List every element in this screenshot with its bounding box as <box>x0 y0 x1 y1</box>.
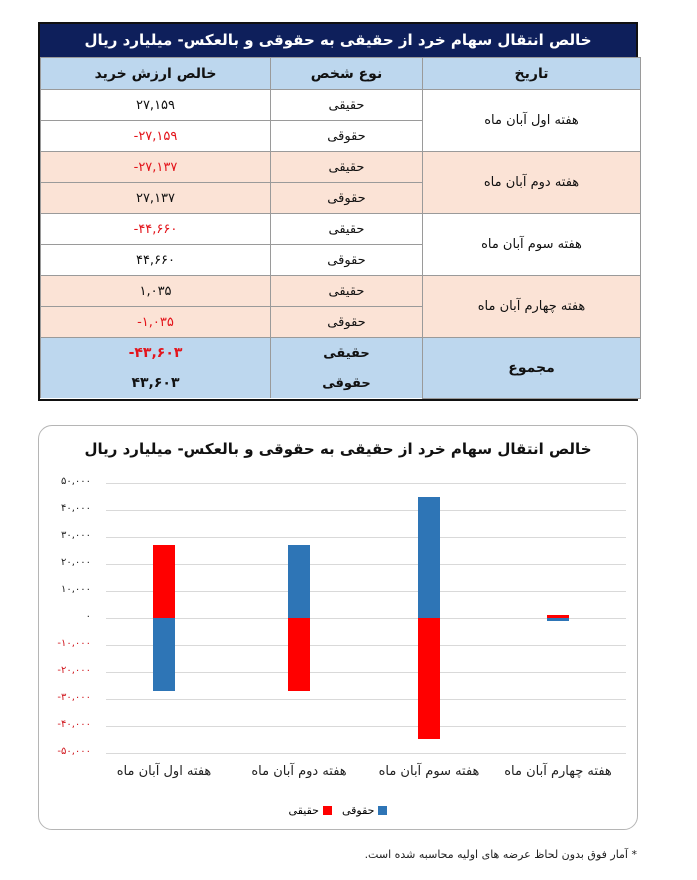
gridline <box>106 645 626 646</box>
y-tick-label: ۰ <box>85 611 91 622</box>
x-tick-label: هفته دوم آبان ماه <box>251 764 347 779</box>
x-tick-label: هفته چهارم آبان ماه <box>504 764 612 779</box>
total-row <box>41 338 641 369</box>
bar <box>153 618 175 691</box>
gridline <box>106 753 626 754</box>
gridline <box>106 672 626 673</box>
date-cell: هفته چهارم آبان ماه <box>423 276 641 338</box>
y-tick-label: -۵۰,۰۰۰ <box>57 746 91 757</box>
gridline <box>106 699 626 700</box>
value-cell: ۱,۰۳۵ <box>41 276 271 307</box>
value-cell: ۴۴,۶۶۰ <box>41 245 271 276</box>
table-row <box>41 214 641 245</box>
x-tick-label: هفته سوم آبان ماه <box>378 764 480 779</box>
type-cell: حقوقی <box>271 183 423 214</box>
net-transfer-table <box>38 22 638 401</box>
footnote: * آمار فوق بدون لحاظ عرضه های اولیه محاسبه شده است. <box>364 848 637 861</box>
chart-container <box>38 425 638 830</box>
bar <box>153 545 175 618</box>
x-tick-label: هفته اول آبان ماه <box>116 764 212 779</box>
gridline <box>106 591 626 592</box>
gridline <box>106 726 626 727</box>
chart-title: خالص انتقال سهام خرد از حقیقی به حقوقی و بالعکس- میلیارد ریال <box>84 440 592 458</box>
bar <box>418 618 440 739</box>
value-cell: -۴۴,۶۶۰ <box>41 214 271 245</box>
date-cell: هفته دوم آبان ماه <box>423 152 641 214</box>
y-tick-label: ۴۰,۰۰۰ <box>60 503 91 514</box>
y-tick-label: ۳۰,۰۰۰ <box>60 530 91 541</box>
bar <box>288 618 310 691</box>
bar <box>547 618 569 621</box>
date-cell: هفته سوم آبان ماه <box>423 214 641 276</box>
type-cell: حقوقی <box>271 245 423 276</box>
value-cell: -۱,۰۳۵ <box>41 307 271 338</box>
legend-swatch-red-icon <box>323 806 332 815</box>
y-tick-label: ۲۰,۰۰۰ <box>60 557 91 568</box>
value-cell: ۲۷,۱۳۷ <box>41 183 271 214</box>
bar <box>418 497 440 618</box>
legend <box>39 804 637 817</box>
y-tick-label: -۱۰,۰۰۰ <box>57 638 91 649</box>
type-cell: حقیقی <box>271 152 423 183</box>
date-cell: هفته اول آبان ماه <box>423 90 641 152</box>
type-cell: حقیقی <box>271 90 423 121</box>
table-title: خالص انتقال سهام خرد از حقیقی به حقوقی و بالعکس- میلیارد ریال <box>40 24 636 57</box>
bar <box>288 545 310 618</box>
table-row <box>41 90 641 121</box>
type-cell: حقیقی <box>271 276 423 307</box>
value-cell: -۲۷,۱۳۷ <box>41 152 271 183</box>
type-cell: حقوقی <box>271 368 423 398</box>
y-tick-label: ۵۰,۰۰۰ <box>60 476 91 487</box>
gridline <box>106 510 626 511</box>
type-cell: حقوقی <box>271 307 423 338</box>
type-cell: حقیقی <box>271 214 423 245</box>
legend-item-haghighi: حقیقی <box>289 804 332 817</box>
header-net-value: خالص ارزش خرید <box>41 58 271 90</box>
y-tick-label: ۱۰,۰۰۰ <box>60 584 91 595</box>
value-cell: -۲۷,۱۵۹ <box>41 121 271 152</box>
total-label: مجموع <box>423 338 641 399</box>
gridline <box>106 564 626 565</box>
legend-swatch-blue-icon <box>378 806 387 815</box>
table-row <box>41 152 641 183</box>
value-cell: ۴۳,۶۰۳ <box>41 368 271 398</box>
y-tick-label: -۳۰,۰۰۰ <box>57 692 91 703</box>
gridline <box>106 483 626 484</box>
value-cell: ۲۷,۱۵۹ <box>41 90 271 121</box>
legend-item-hoghooghi: حقوقی <box>342 804 387 817</box>
gridline <box>106 537 626 538</box>
header-date: تاریخ <box>423 58 641 90</box>
type-cell: حقوقی <box>271 121 423 152</box>
value-cell: -۴۳,۶۰۳ <box>41 338 271 369</box>
header-person-type: نوع شخص <box>271 58 423 90</box>
data-table <box>40 57 641 399</box>
y-tick-label: -۲۰,۰۰۰ <box>57 665 91 676</box>
table-row <box>41 276 641 307</box>
y-tick-label: -۴۰,۰۰۰ <box>57 719 91 730</box>
type-cell: حقیقی <box>271 338 423 369</box>
